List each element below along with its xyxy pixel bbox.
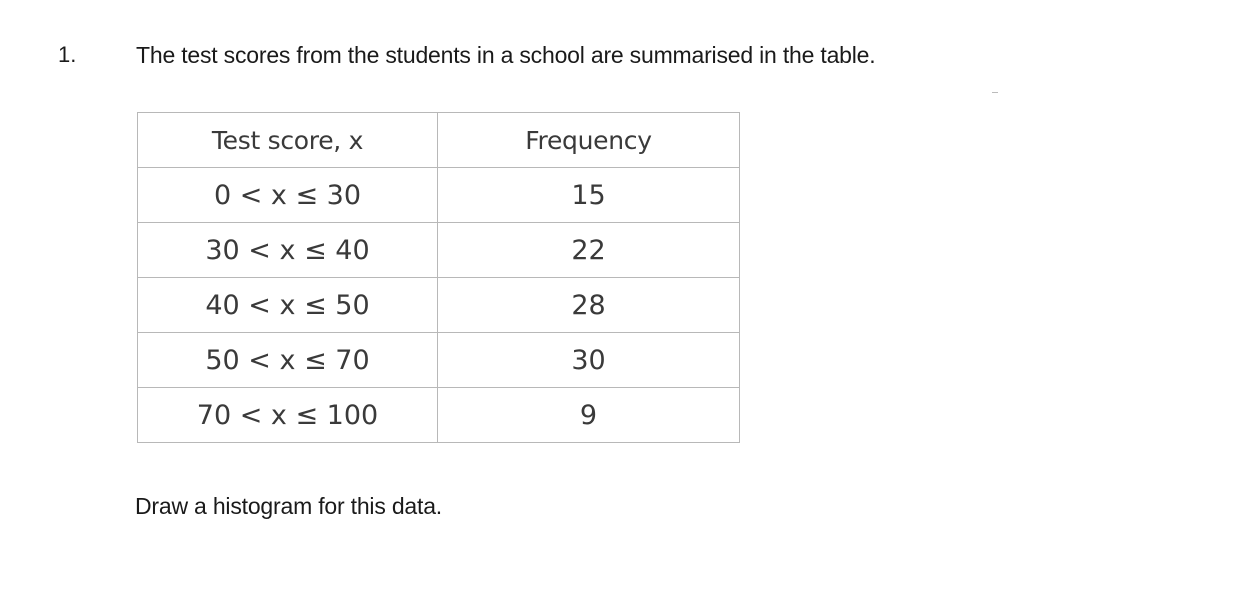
score-range-cell: 40 < x ≤ 50 — [138, 278, 438, 333]
question-text: The test scores from the students in a school are summarised in the table. — [136, 42, 876, 68]
table-row — [138, 278, 740, 333]
header-test-score: Test score, x — [138, 113, 438, 168]
frequency-cell: 15 — [438, 168, 740, 223]
score-range-cell: 0 < x ≤ 30 — [138, 168, 438, 223]
score-range-cell: 50 < x ≤ 70 — [138, 333, 438, 388]
score-range-cell: 70 < x ≤ 100 — [138, 388, 438, 443]
question-number: 1. — [58, 42, 77, 67]
table-row — [138, 333, 740, 388]
frequency-cell: 22 — [438, 223, 740, 278]
table-header-row — [138, 113, 740, 168]
table-row — [138, 388, 740, 443]
table-row — [138, 168, 740, 223]
frequency-cell: 28 — [438, 278, 740, 333]
score-range-cell: 30 < x ≤ 40 — [138, 223, 438, 278]
question-instruction: Draw a histogram for this data. — [135, 493, 442, 519]
header-frequency: Frequency — [438, 113, 740, 168]
table-row — [138, 223, 740, 278]
frequency-cell: 30 — [438, 333, 740, 388]
scan-mark — [992, 92, 998, 93]
frequency-cell: 9 — [438, 388, 740, 443]
score-frequency-table — [137, 112, 740, 443]
